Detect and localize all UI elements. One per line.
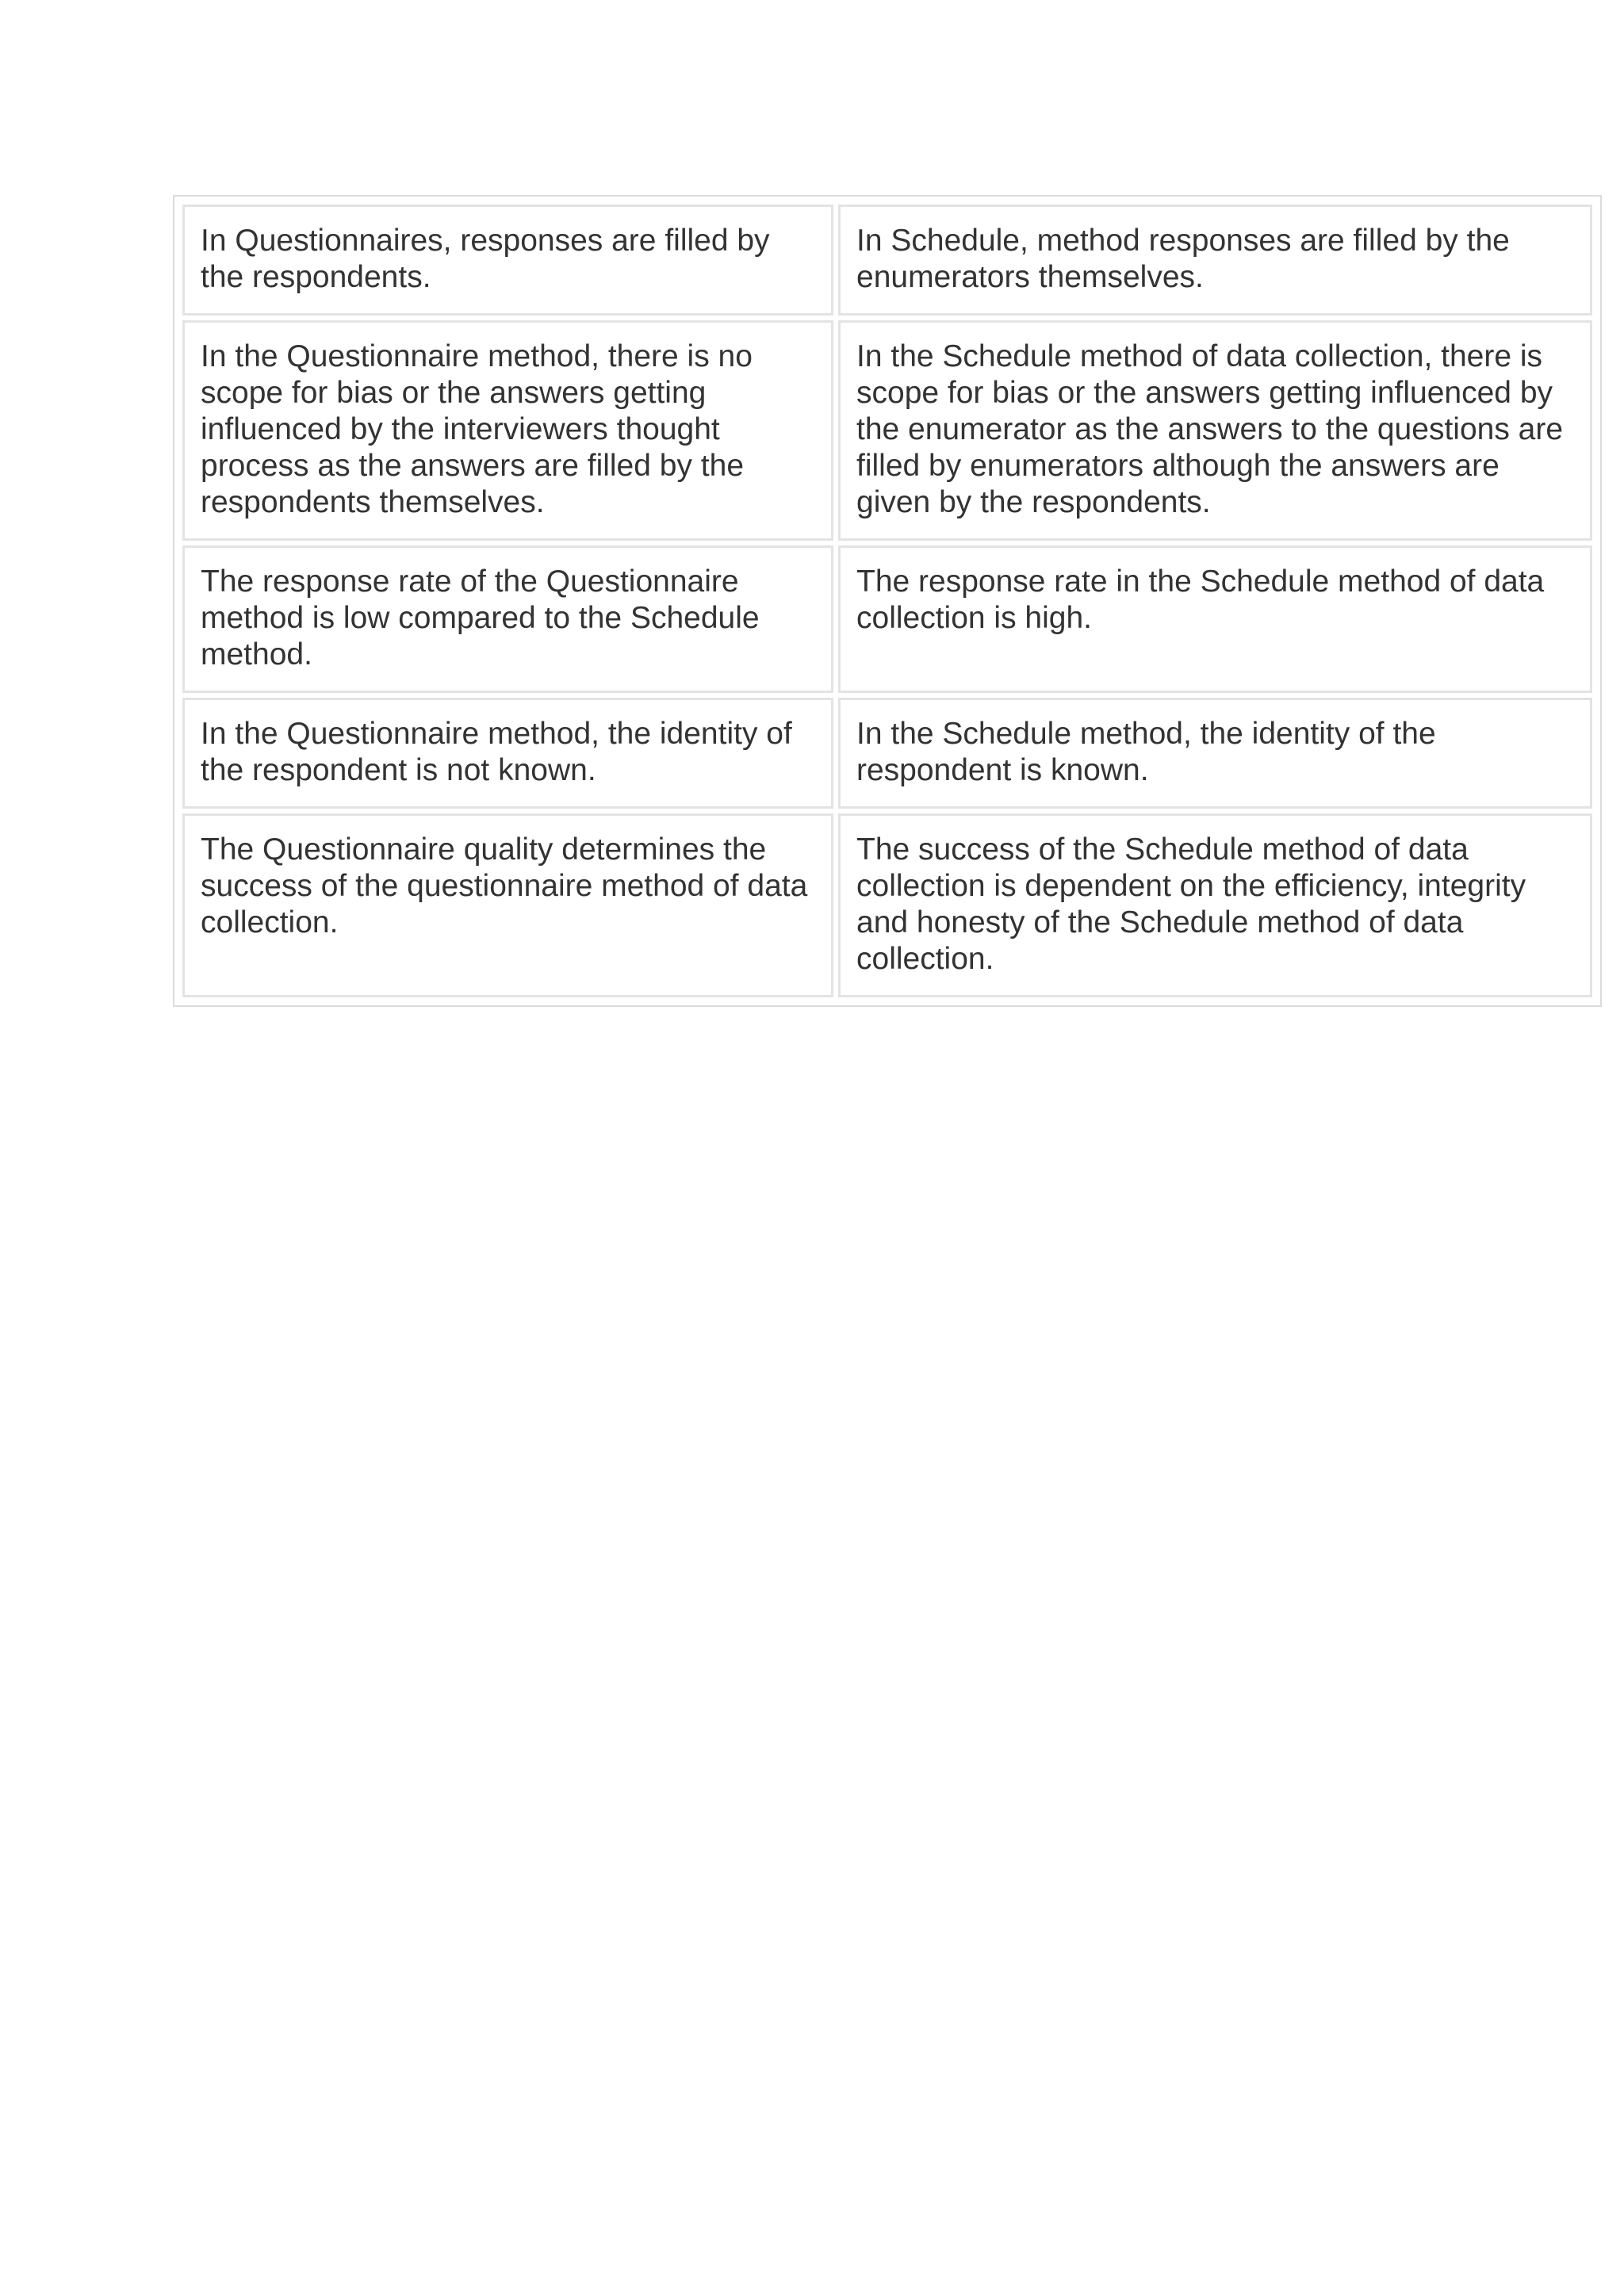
table-row [182, 813, 1592, 997]
questionnaire-cell: In the Questionnaire method, there is no scope for bias or the answers getting influenced by the interviewers thought process as the answers are filled by the respondents themselves. [182, 320, 833, 541]
schedule-cell: The success of the Schedule method of data collection is dependent on the efficiency, integrity and honesty of the Schedule method of data collection. [838, 813, 1592, 997]
schedule-cell: The response rate in the Schedule method of data collection is high. [838, 545, 1592, 693]
questionnaire-cell: In Questionnaires, responses are filled by the respondents. [182, 205, 833, 316]
questionnaire-cell: The response rate of the Questionnaire method is low compared to the Schedule method. [182, 545, 833, 693]
comparison-table [178, 200, 1597, 1002]
schedule-cell: In the Schedule method, the identity of the respondent is known. [838, 698, 1592, 809]
questionnaire-cell: The Questionnaire quality determines the success of the questionnaire method of data collection. [182, 813, 833, 997]
table-row [182, 205, 1592, 316]
schedule-cell: In Schedule, method responses are filled by the enumerators themselves. [838, 205, 1592, 316]
comparison-table-container [173, 195, 1602, 1007]
questionnaire-cell: In the Questionnaire method, the identity of the respondent is not known. [182, 698, 833, 809]
table-row [182, 545, 1592, 693]
table-row [182, 698, 1592, 809]
table-row [182, 320, 1592, 541]
schedule-cell: In the Schedule method of data collection, there is scope for bias or the answers getting influenced by the enumerator as the answers to the questions are filled by enumerators although the answers are given by the respondents. [838, 320, 1592, 541]
